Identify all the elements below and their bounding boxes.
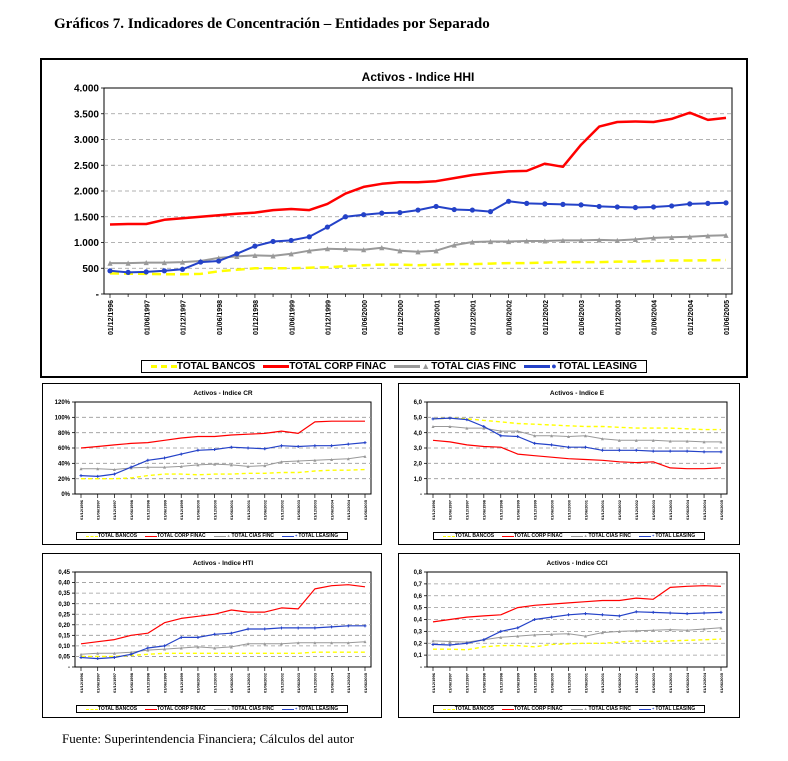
x-tick-label: 01/06/2005 xyxy=(718,673,724,694)
y-tick-label: 0,30 xyxy=(58,601,70,608)
y-tick-label: 0,15 xyxy=(58,633,70,640)
y-tick-label: 0,25 xyxy=(58,612,70,619)
legend-label: TOTAL BANCOS xyxy=(176,361,256,372)
legend-marker-glyph: + xyxy=(295,533,298,538)
x-tick-label: 01/06/1997 xyxy=(144,300,152,336)
y-tick-label: 0,05 xyxy=(58,654,70,661)
legend-item xyxy=(443,706,494,712)
x-tick-label: 01/06/2005 xyxy=(362,673,368,694)
x-tick-label: 01/06/2004 xyxy=(651,300,659,336)
legend-label: TOTAL BANCOS xyxy=(454,533,495,539)
x-tick-label: 01/12/1998 xyxy=(498,673,504,694)
x-tick-label: 01/12/2002 xyxy=(634,673,640,694)
x-tick-label: 01/12/2001 xyxy=(245,673,251,694)
x-tick-label: 01/12/2000 xyxy=(398,300,406,336)
legend-label: TOTAL BANCOS xyxy=(97,533,138,539)
series-marker xyxy=(597,204,602,209)
y-tick-label: 0,10 xyxy=(58,643,70,650)
chart-legend xyxy=(141,360,647,373)
y-tick-label: 6,0 xyxy=(413,400,422,407)
x-tick-label: 01/12/2004 xyxy=(346,500,352,521)
chart-title: Activos - Indice E xyxy=(549,390,605,397)
x-tick-label: 01/12/2002 xyxy=(634,500,640,521)
x-tick-label: 01/06/2004 xyxy=(684,500,690,521)
legend-label: TOTAL CORP FINAC xyxy=(157,533,206,539)
y-tick-label: 5,0 xyxy=(413,415,422,422)
legend-line-sample xyxy=(639,536,651,537)
chart-title: Activos - Indice CCI xyxy=(546,560,608,567)
x-tick-label: 01/12/2003 xyxy=(615,300,623,336)
y-tick-label: 500 xyxy=(82,263,99,275)
x-tick-label: 01/06/2000 xyxy=(549,673,555,694)
x-tick-label: 01/12/1997 xyxy=(112,500,118,521)
chart-activos-hti xyxy=(42,553,382,718)
x-tick-label: 01/12/2000 xyxy=(212,500,218,521)
y-tick-label: 0,1 xyxy=(413,653,422,660)
series-marker xyxy=(723,200,728,205)
x-tick-label: 01/06/2000 xyxy=(361,300,369,336)
legend-item xyxy=(214,706,274,712)
series-marker xyxy=(126,270,131,275)
legend-line-sample xyxy=(86,536,98,537)
y-tick-label: 3.000 xyxy=(73,135,99,146)
y-tick-label: 0,4 xyxy=(413,617,422,624)
legend-item xyxy=(502,533,563,539)
x-tick-label: 01/12/1997 xyxy=(112,673,118,694)
y-tick-label: 120% xyxy=(54,400,70,407)
legend-label: TOTAL BANCOS xyxy=(454,706,495,712)
x-tick-label: 01/06/1998 xyxy=(216,300,224,336)
legend-item xyxy=(443,533,494,539)
series-marker xyxy=(488,209,493,214)
chart-canvas xyxy=(43,386,379,526)
x-tick-label: 01/06/1998 xyxy=(481,500,487,521)
y-tick-label: 40% xyxy=(57,461,70,468)
x-tick-label: 01/12/1998 xyxy=(145,673,151,694)
legend-item xyxy=(282,706,338,712)
y-tick-label: 0,8 xyxy=(413,570,422,577)
legend-marker-glyph: ▲ xyxy=(226,706,231,711)
x-tick-label: 01/12/2003 xyxy=(312,673,318,694)
x-tick-label: 01/06/2002 xyxy=(617,500,623,521)
legend-label: TOTAL CIAS FINC xyxy=(231,533,275,539)
y-tick-label: - xyxy=(420,492,422,499)
x-tick-label: 01/06/1997 xyxy=(95,500,101,521)
x-tick-label: 01/06/2003 xyxy=(295,500,301,521)
x-tick-label: 01/12/1996 xyxy=(430,673,436,694)
x-tick-label: 01/06/1997 xyxy=(447,673,453,694)
legend-item xyxy=(639,706,695,712)
y-tick-label: 4.000 xyxy=(73,83,99,95)
chart-canvas xyxy=(399,556,735,699)
legend-label: TOTAL CORP FINAC xyxy=(289,361,387,372)
x-tick-label: 01/06/1999 xyxy=(515,673,521,694)
series-marker xyxy=(343,214,348,219)
x-tick-label: 01/12/1997 xyxy=(464,673,470,694)
y-tick-label: 80% xyxy=(57,430,70,437)
x-tick-label: 01/06/2004 xyxy=(684,673,690,694)
x-tick-label: 01/12/1999 xyxy=(532,500,538,521)
x-tick-label: 01/06/2003 xyxy=(651,500,657,521)
x-tick-label: 01/06/1998 xyxy=(128,500,134,521)
y-tick-label: 1,0 xyxy=(413,476,422,483)
chart-title: Activos - Indice HTI xyxy=(192,560,254,567)
legend-marker-glyph: + xyxy=(295,706,298,711)
x-tick-label: 01/06/2002 xyxy=(262,673,268,694)
series-marker xyxy=(325,224,330,229)
x-tick-label: 01/12/1997 xyxy=(180,300,188,336)
chart-activos-hhi xyxy=(40,58,748,378)
series-marker xyxy=(234,251,239,256)
x-tick-label: 01/06/1998 xyxy=(128,673,134,694)
x-tick-label: 01/06/2004 xyxy=(329,500,335,521)
legend-label: TOTAL LEASING xyxy=(557,361,638,372)
x-tick-label: 01/06/2000 xyxy=(195,673,201,694)
x-tick-label: 01/06/2002 xyxy=(262,500,268,521)
x-tick-label: 01/06/1999 xyxy=(162,673,168,694)
legend-line-sample xyxy=(86,709,98,710)
x-tick-label: 01/12/1998 xyxy=(498,500,504,521)
series-marker xyxy=(307,234,312,239)
x-tick-label: 01/12/1996 xyxy=(78,673,84,694)
legend-line-sample xyxy=(524,365,550,368)
y-tick-label: 0,6 xyxy=(413,593,422,600)
series-marker xyxy=(397,210,402,215)
legend-label: TOTAL LEASING xyxy=(298,533,339,539)
series-marker xyxy=(452,207,457,212)
series-marker xyxy=(560,202,565,207)
legend-label: TOTAL BANCOS xyxy=(97,706,138,712)
chart-activos-e xyxy=(398,383,740,545)
x-tick-label: 01/12/2000 xyxy=(566,500,572,521)
series-marker xyxy=(216,258,221,263)
x-tick-label: 01/12/2001 xyxy=(600,673,606,694)
y-tick-label: 2,0 xyxy=(413,461,422,468)
x-tick-label: 01/12/1996 xyxy=(78,500,84,521)
legend-line-sample xyxy=(214,709,226,710)
x-tick-label: 01/06/2003 xyxy=(651,673,657,694)
legend-item xyxy=(394,361,516,372)
legend-line-sample xyxy=(282,536,294,537)
x-tick-label: 01/06/2001 xyxy=(583,500,589,521)
chart-activos-cr xyxy=(42,383,382,545)
y-tick-label: 4,0 xyxy=(413,430,422,437)
x-tick-label: 01/12/2003 xyxy=(667,673,673,694)
y-tick-label: 0,35 xyxy=(58,591,70,598)
series-marker xyxy=(687,201,692,206)
legend-line-sample xyxy=(145,536,157,537)
legend-line-sample xyxy=(394,365,420,368)
legend-marker-glyph: + xyxy=(652,706,655,711)
legend-item xyxy=(145,706,206,712)
legend-line-sample xyxy=(443,709,455,710)
legend-line-sample xyxy=(443,536,455,537)
series-marker xyxy=(198,259,203,264)
chart-legend xyxy=(433,705,705,713)
series-marker xyxy=(107,268,112,273)
y-tick-label: 0,7 xyxy=(413,581,422,588)
x-tick-label: 01/12/2004 xyxy=(701,500,707,521)
x-tick-label: 01/12/2004 xyxy=(346,673,352,694)
series-marker xyxy=(615,204,620,209)
x-tick-label: 01/12/1999 xyxy=(179,500,185,521)
series-marker xyxy=(506,199,511,204)
x-tick-label: 01/06/1999 xyxy=(162,500,168,521)
legend-line-sample xyxy=(145,709,157,710)
chart-title: Activos - Indice HHI xyxy=(361,70,475,84)
x-tick-label: 01/06/1999 xyxy=(289,300,297,336)
y-tick-label: 0,45 xyxy=(58,570,70,577)
x-tick-label: 01/06/2001 xyxy=(229,673,235,694)
y-tick-label: 0,3 xyxy=(413,629,422,636)
legend-item xyxy=(571,533,631,539)
y-tick-label: - xyxy=(420,665,422,672)
series-marker xyxy=(669,203,674,208)
legend-marker-glyph: ▲ xyxy=(583,706,588,711)
legend-line-sample xyxy=(571,709,583,710)
x-tick-label: 01/12/2002 xyxy=(279,673,285,694)
x-tick-label: 01/06/2001 xyxy=(434,300,442,336)
chart-legend xyxy=(433,532,705,540)
legend-label: TOTAL CIAS FINC xyxy=(588,533,632,539)
x-tick-label: 01/06/1997 xyxy=(447,500,453,521)
legend-item xyxy=(263,361,386,372)
x-tick-label: 01/12/1997 xyxy=(464,500,470,521)
chart-legend xyxy=(76,532,348,540)
y-tick-label: 100% xyxy=(54,415,70,422)
x-tick-label: 01/12/2001 xyxy=(245,500,251,521)
series-marker xyxy=(180,267,185,272)
legend-item xyxy=(282,533,338,539)
chart-legend xyxy=(76,705,348,713)
x-tick-label: 01/06/2004 xyxy=(329,673,335,694)
y-tick-label: - xyxy=(95,289,99,301)
series-marker xyxy=(633,205,638,210)
x-tick-label: 01/12/1996 xyxy=(108,300,116,336)
x-tick-label: 01/12/1999 xyxy=(325,300,333,336)
x-tick-label: 01/06/1999 xyxy=(515,500,521,521)
x-tick-label: 01/06/2000 xyxy=(195,500,201,521)
legend-item xyxy=(571,706,631,712)
legend-line-sample xyxy=(263,365,289,368)
legend-label: TOTAL LEASING xyxy=(655,533,696,539)
legend-label: TOTAL CORP FINAC xyxy=(514,706,563,712)
series-marker xyxy=(162,268,167,273)
x-tick-label: 01/06/1997 xyxy=(95,673,101,694)
legend-marker-glyph: ▲ xyxy=(226,533,231,538)
legend-marker-glyph: ▲ xyxy=(583,533,588,538)
series-marker xyxy=(470,207,475,212)
legend-label: TOTAL CORP FINAC xyxy=(157,706,206,712)
chart-canvas xyxy=(43,556,379,699)
series-marker xyxy=(524,201,529,206)
x-tick-label: 01/12/2004 xyxy=(701,673,707,694)
legend-line-sample xyxy=(502,709,514,710)
x-tick-label: 01/06/2003 xyxy=(295,673,301,694)
x-tick-label: 01/06/2005 xyxy=(724,300,732,336)
legend-item xyxy=(502,706,563,712)
legend-line-sample xyxy=(214,536,226,537)
x-tick-label: 01/06/2003 xyxy=(579,300,587,336)
legend-label: TOTAL CIAS FINC xyxy=(231,706,275,712)
y-tick-label: 3,0 xyxy=(413,446,422,453)
series-marker xyxy=(144,269,149,274)
y-tick-label: 0,40 xyxy=(58,580,70,587)
x-tick-label: 01/12/2000 xyxy=(212,673,218,694)
x-tick-label: 01/12/1998 xyxy=(253,300,261,336)
y-tick-label: 0,20 xyxy=(58,622,70,629)
legend-item xyxy=(214,533,274,539)
x-tick-label: 01/06/2001 xyxy=(229,500,235,521)
series-marker xyxy=(270,239,275,244)
legend-line-sample xyxy=(502,536,514,537)
x-tick-label: 01/12/1999 xyxy=(532,673,538,694)
series-marker xyxy=(379,211,384,216)
legend-marker-glyph: + xyxy=(652,533,655,538)
x-tick-label: 01/12/2002 xyxy=(542,299,550,336)
x-tick-label: 01/06/2002 xyxy=(617,673,623,694)
x-tick-label: 01/06/2000 xyxy=(549,500,555,521)
x-tick-label: 01/12/2001 xyxy=(470,300,478,336)
y-tick-label: 20% xyxy=(57,476,70,483)
series-marker xyxy=(578,202,583,207)
x-tick-label: 01/06/1998 xyxy=(481,673,487,694)
y-tick-label: - xyxy=(68,665,70,672)
x-tick-label: 01/12/2000 xyxy=(566,673,572,694)
legend-item xyxy=(86,533,137,539)
legend-line-sample xyxy=(282,709,294,710)
legend-line-sample xyxy=(151,365,177,368)
figure-caption: Gráficos 7. Indicadores de Concentración – Entidades por Separado xyxy=(54,16,490,32)
x-tick-label: 01/12/2003 xyxy=(312,500,318,521)
x-tick-label: 01/06/2001 xyxy=(583,673,589,694)
series-marker xyxy=(252,244,257,249)
legend-label: TOTAL LEASING xyxy=(655,706,696,712)
x-tick-label: 01/12/1999 xyxy=(179,673,185,694)
series-marker xyxy=(289,238,294,243)
legend-line-sample xyxy=(571,536,583,537)
y-tick-label: 2.000 xyxy=(73,186,99,198)
series-marker xyxy=(361,212,366,217)
chart-canvas xyxy=(42,62,744,354)
y-tick-label: 0,2 xyxy=(413,641,422,648)
chart-canvas xyxy=(399,386,735,526)
y-tick-label: 1.500 xyxy=(73,212,99,224)
x-tick-label: 01/06/2005 xyxy=(718,500,724,521)
series-marker xyxy=(705,201,710,206)
chart-title: Activos - Indice CR xyxy=(193,390,253,397)
legend-item xyxy=(639,533,695,539)
y-tick-label: 60% xyxy=(57,446,70,453)
legend-marker-glyph: ● xyxy=(551,361,557,371)
y-tick-label: 3.500 xyxy=(73,109,99,121)
source-note: Fuente: Superintendencia Financiera; Cálculos del autor xyxy=(62,731,355,746)
series-marker xyxy=(542,201,547,206)
legend-label: TOTAL LEASING xyxy=(298,706,339,712)
x-tick-label: 01/12/1996 xyxy=(430,500,436,521)
legend-label: TOTAL CORP FINAC xyxy=(514,533,563,539)
series-marker xyxy=(415,207,420,212)
legend-item xyxy=(145,533,206,539)
y-tick-label: 2.500 xyxy=(73,160,99,172)
x-tick-label: 01/06/2002 xyxy=(506,300,514,336)
legend-marker-glyph: ▲ xyxy=(421,361,431,371)
legend-label: TOTAL CIAS FINC xyxy=(431,361,517,372)
legend-item xyxy=(86,706,137,712)
y-tick-label: 0% xyxy=(61,492,70,499)
y-tick-label: 0,5 xyxy=(413,605,422,612)
x-tick-label: 01/12/2001 xyxy=(600,500,606,521)
series-marker xyxy=(434,204,439,209)
legend-label: TOTAL CIAS FINC xyxy=(588,706,632,712)
x-tick-label: 01/12/2003 xyxy=(667,500,673,521)
chart-activos-cci xyxy=(398,553,740,718)
legend-item xyxy=(151,361,255,372)
x-tick-label: 01/12/2002 xyxy=(279,500,285,521)
x-tick-label: 01/06/2005 xyxy=(362,500,368,521)
y-tick-label: 1.000 xyxy=(73,238,99,249)
series-marker xyxy=(651,204,656,209)
x-tick-label: 01/12/2004 xyxy=(687,300,695,336)
x-tick-label: 01/12/1998 xyxy=(145,500,151,521)
legend-item xyxy=(524,361,637,372)
legend-line-sample xyxy=(639,709,651,710)
